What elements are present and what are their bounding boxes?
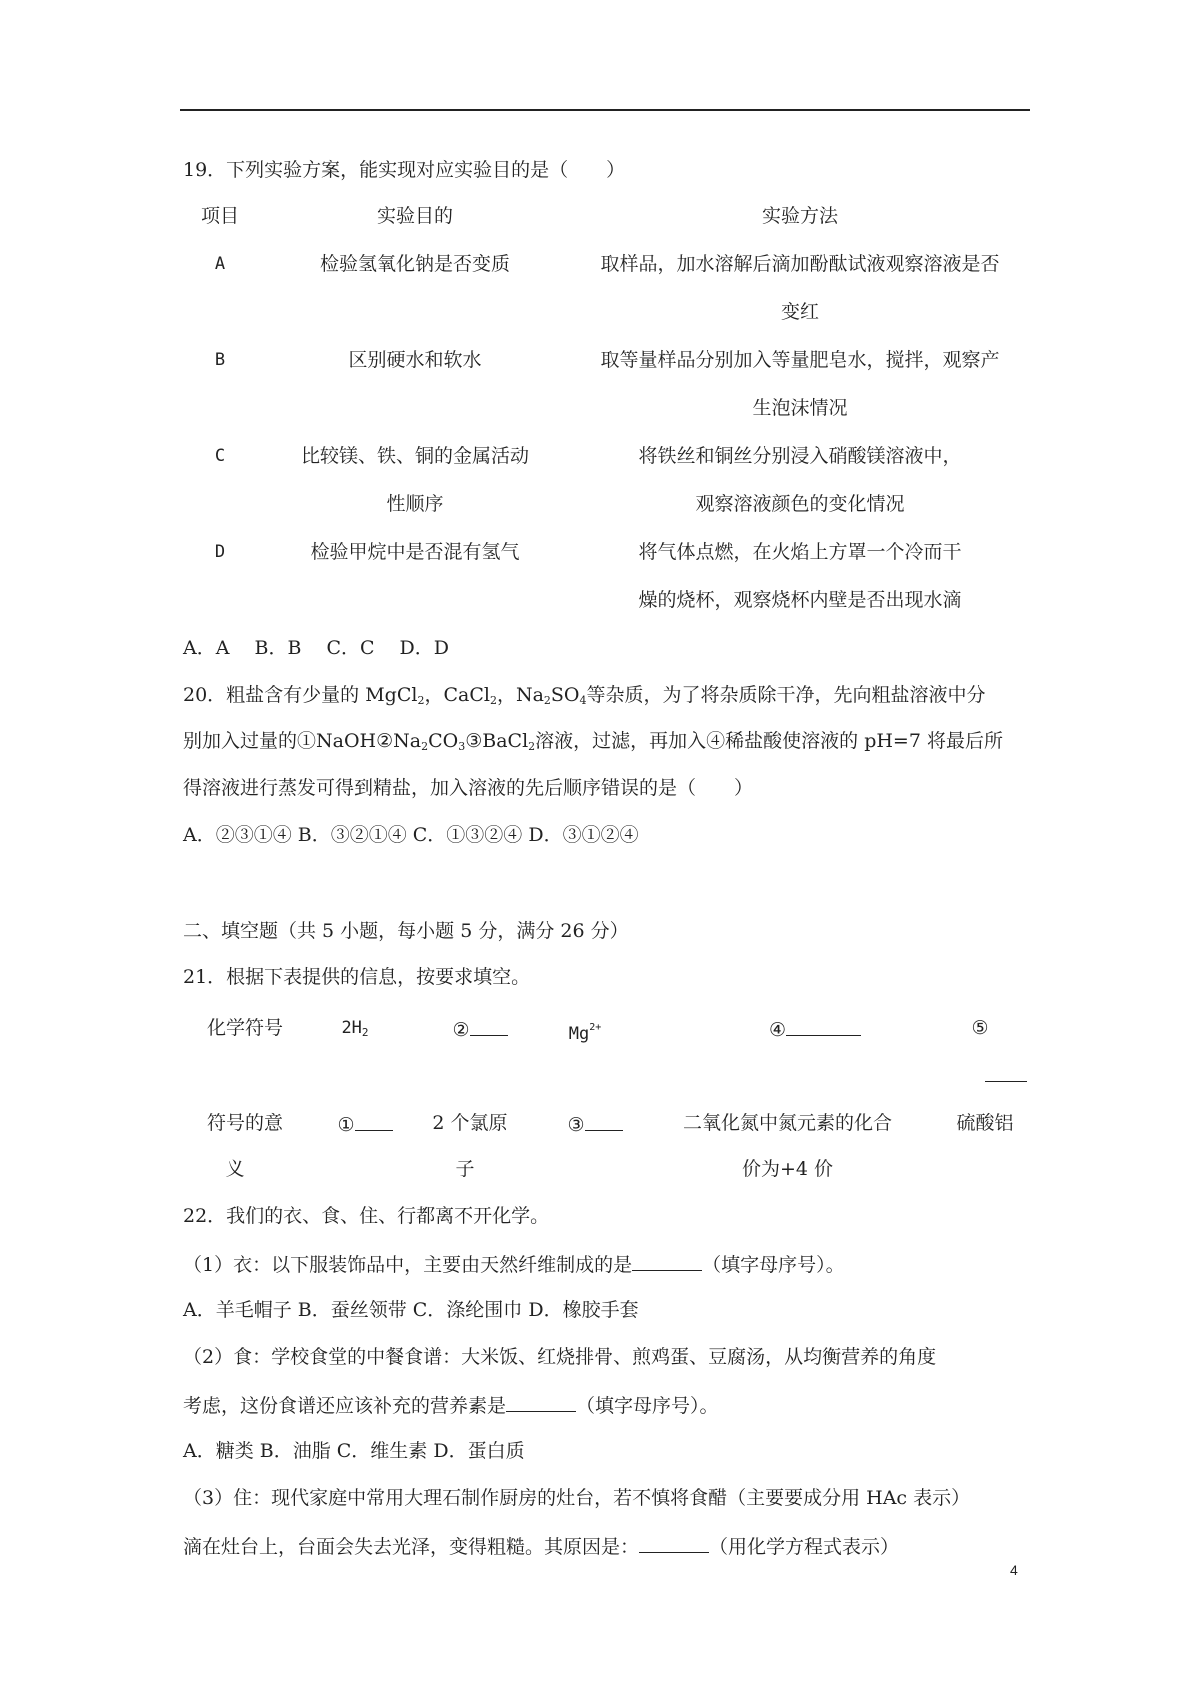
q19-row-c-method-2: 观察溶液颜色的变化情况 (695, 493, 905, 515)
q22-part2-blank[interactable] (506, 1391, 576, 1412)
q22-part1-blank[interactable] (632, 1250, 702, 1271)
q21-row1-label: 化学符号 (206, 1017, 283, 1039)
q21-blank-2[interactable]: ② (445, 1015, 515, 1043)
q22-part3-line-2: 滴在灶台上，台面会失去光泽，变得粗糙。其原因是： （用化学方程式表示） (183, 1532, 899, 1560)
q21-blank-5-line[interactable] (985, 1081, 1027, 1082)
q19-row-a-method-1: 取样品，加水溶解后滴加酚酞试液观察溶液是否 (600, 253, 1000, 275)
q19-row-c-method-1: 将铁丝和铜丝分别浸入硝酸镁溶液中， (638, 445, 962, 467)
q19-header-item: 项目 (200, 205, 239, 227)
q21-cl-meaning-1: 2 个氯原 (432, 1112, 508, 1134)
q19-row-c-item: C (214, 446, 226, 466)
q20-line-2: 别加入过量的$①NaOH②Na_2CO_3③BaCl_2$溶液，过滤，再加入④稀盐酸使溶液的 pH=7 将最后所 (183, 730, 1003, 753)
q21-stem: 21．根据下表提供的信息，按要求填空。 (183, 966, 531, 988)
q21-no2-meaning-1: 二氧化氮中氮元素的化合 (682, 1112, 892, 1134)
q21-cl-meaning-2: 子 (455, 1158, 475, 1180)
q19-row-a-method-2: 变红 (780, 301, 819, 323)
q19-row-a-purpose: 检验氢氧化钠是否变质 (319, 253, 510, 275)
q21-blank-5-label: ⑤ (971, 1017, 989, 1039)
q21-h2-symbol: $2H_2$ (341, 1018, 369, 1039)
q19-row-d-purpose: 检验甲烷中是否混有氢气 (310, 541, 520, 563)
q21-row2-label-1: 符号的意 (206, 1112, 283, 1134)
header-rule (180, 109, 1030, 111)
q19-row-d-method-1: 将气体点燃，在火焰上方罩一个冷而干 (638, 541, 962, 563)
q19-row-d-method-2: 燥的烧杯，观察烧杯内壁是否出现水滴 (638, 589, 962, 611)
q21-mg-symbol: $Mg^{2+}$ (568, 1022, 602, 1044)
q19-options: A．A B．B C．C D．D (183, 637, 450, 659)
q19-row-b-method-1: 取等量样品分别加入等量肥皂水，搅拌，观察产 (600, 349, 1000, 371)
q22-part1: （1）衣：以下服装饰品中，主要由天然纤维制成的是 （填字母序号）。 (183, 1250, 845, 1278)
q19-row-a-item: A (214, 254, 226, 274)
q19-stem: 19．下列实验方案，能实现对应实验目的是（ ） (183, 159, 626, 181)
q19-header-method: 实验方法 (761, 205, 838, 227)
q19-row-c-purpose-1: 比较镁、铁、铜的金属活动 (300, 445, 529, 467)
q19-row-d-item: D (214, 542, 226, 562)
page-number: 4 (1010, 1562, 1018, 1578)
q20-line-3: 得溶液进行蒸发可得到精盐，加入溶液的先后顺序错误的是（ ） (183, 777, 754, 799)
q21-row2-label-2: 义 (225, 1158, 245, 1180)
q20-line-1: 20．粗盐含有少量的 MgCl$_2$，CaCl$_2$，$Na_2SO_4$等杂质，为了将杂质除干净，先向粗盐溶液中分 (183, 684, 986, 707)
q22-part3-blank[interactable] (639, 1532, 709, 1553)
q21-blank-1[interactable]: ① (330, 1110, 400, 1138)
q22-part2-line-2: 考虑，这份食谱还应该补充的营养素是 （填字母序号）。 (183, 1391, 719, 1419)
q22-part2-line-1: （2）食：学校食堂的中餐食谱：大米饭、红烧排骨、煎鸡蛋、豆腐汤，从均衡营养的角度 (183, 1346, 937, 1368)
q19-row-b-item: B (214, 350, 226, 370)
q22-stem: 22．我们的衣、食、住、行都离不开化学。 (183, 1205, 550, 1227)
q19-row-b-method-2: 生泡沫情况 (752, 397, 848, 419)
q22-part1-options: A．羊毛帽子 B．蚕丝领带 C．涤纶围巾 D．橡胶手套 (183, 1299, 639, 1321)
q21-blank-4[interactable]: ④ (760, 1015, 870, 1043)
q19-row-c-purpose-2: 性顺序 (386, 493, 444, 515)
section-2-heading: 二、填空题（共 5 小题，每小题 5 分，满分 26 分） (183, 920, 629, 942)
q20-options: A．②③①④ B．③②①④ C．①③②④ D．③①②④ (183, 824, 639, 846)
q21-blank-3[interactable]: ③ (560, 1110, 630, 1138)
q19-header-purpose: 实验目的 (376, 205, 453, 227)
q19-row-b-purpose: 区别硬水和软水 (348, 349, 482, 371)
q21-no2-meaning-2: 价为+4 价 (741, 1158, 834, 1180)
q22-part3-line-1: （3）住：现代家庭中常用大理石制作厨房的灶台，若不慎将食醋（主要要成分用 HAc 表示） (183, 1487, 971, 1509)
q21-al-meaning: 硫酸铝 (956, 1112, 1014, 1134)
q22-part2-options: A．糖类 B．油脂 C．维生素 D．蛋白质 (183, 1440, 525, 1462)
